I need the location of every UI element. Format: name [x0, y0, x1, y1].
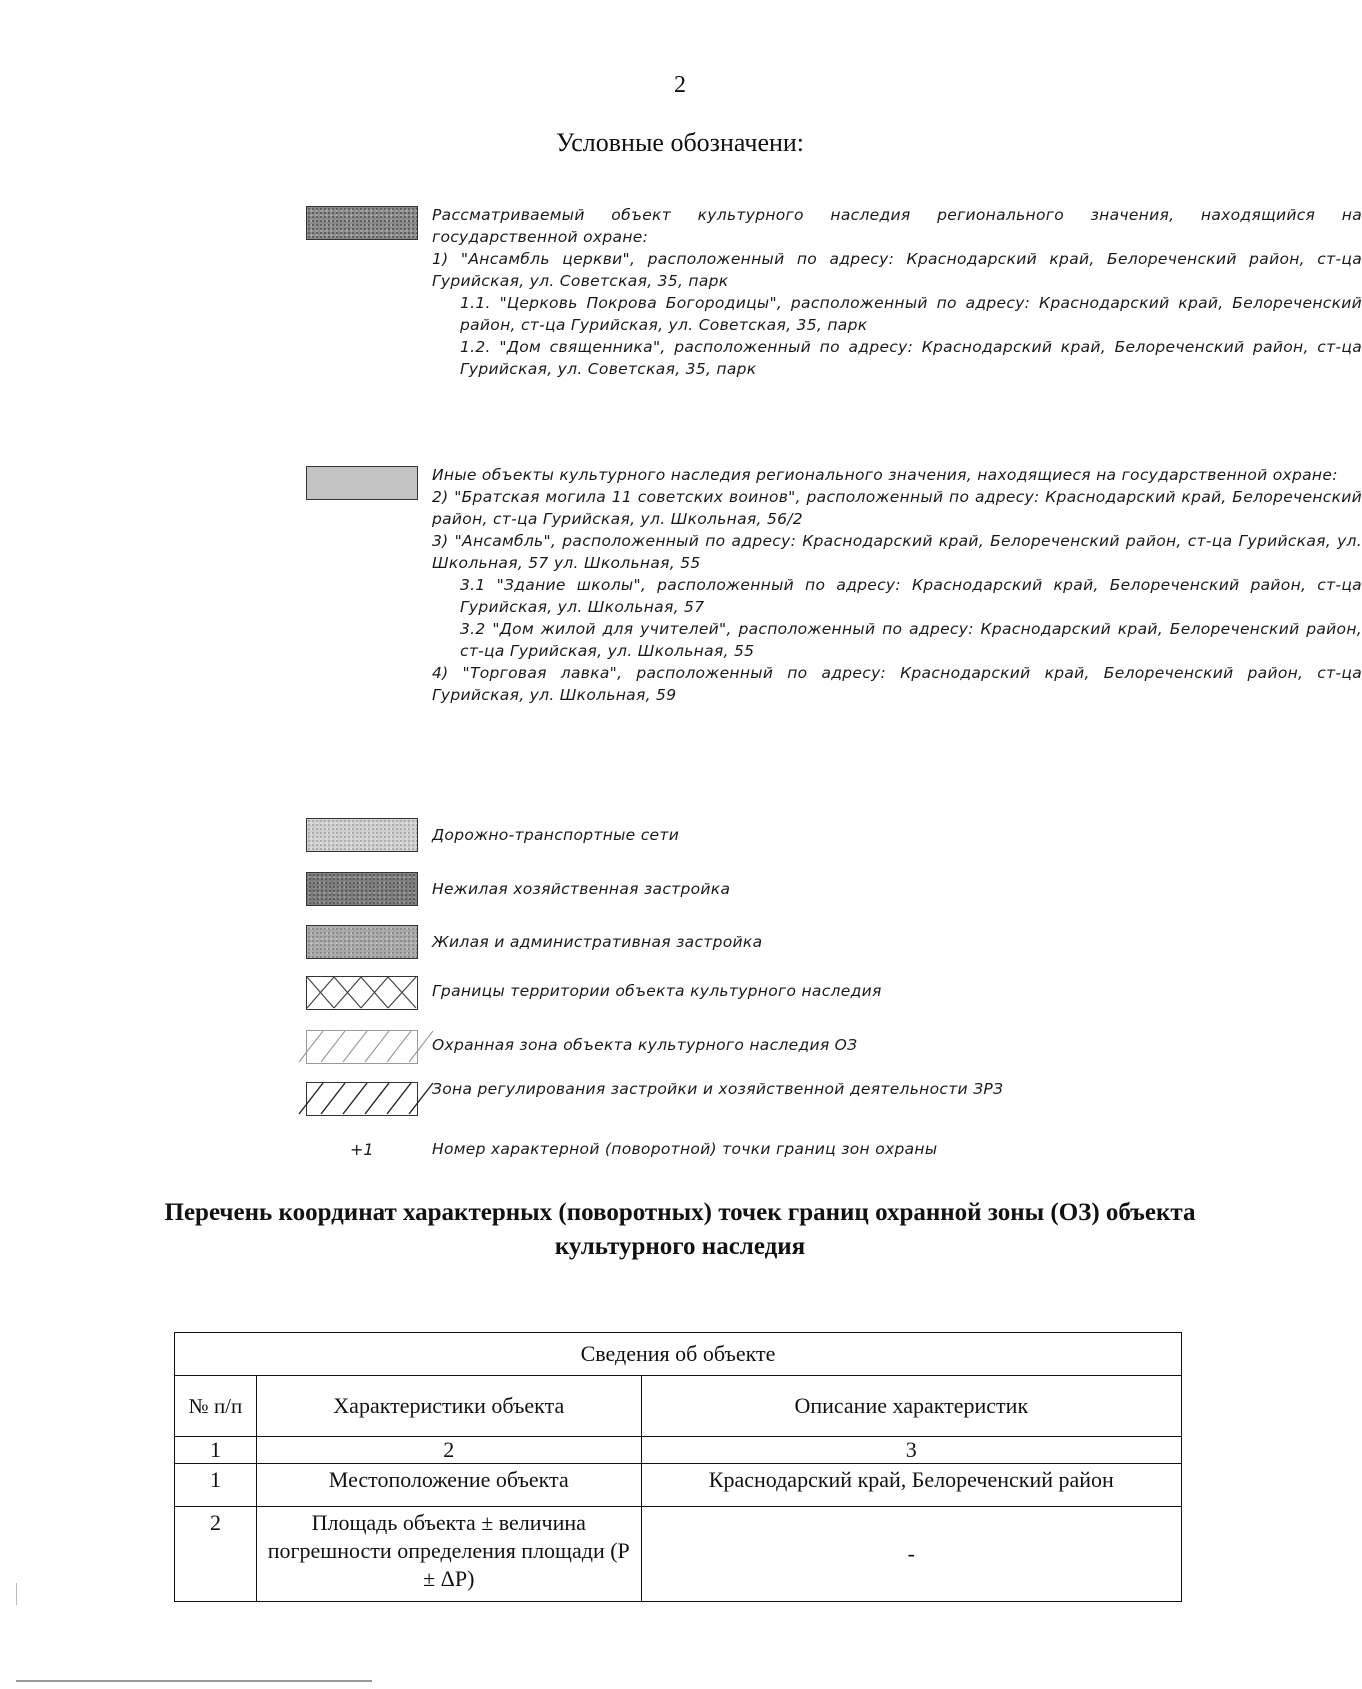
legend-text-roads: Дорожно-транспортные сети	[432, 826, 680, 844]
legend-swatch-regulation-zone	[306, 1082, 418, 1116]
table-header-cell: Описание характеристик	[641, 1376, 1181, 1437]
table-header-cell: Характеристики объекта	[256, 1376, 641, 1437]
list-title: Перечень координат характерных (поворотных) точек границ охранной зоны (ОЗ) объекта культурного наследия	[164, 1199, 1196, 1260]
object-info-table	[174, 1332, 1182, 1602]
legend-line: 3.2 "Дом жилой для учителей", расположенный по адресу: Краснодарский край, Белореченский район, ст-ца Гурийская, ул. Школьная, 55	[460, 620, 1362, 660]
legend-text-heritage-object	[432, 204, 1362, 380]
legend-line: 1.1. "Церковь Покрова Богородицы", расположенный по адресу: Краснодарский край, Белореченский район, ст-ца Гурийская, ул. Советская, 35, парк	[460, 294, 1362, 334]
legend-text-nonresidential: Нежилая хозяйственная застройка	[432, 880, 731, 898]
legend-text-turning-point: Номер характерной (поворотной) точки границ зон охраны	[432, 1140, 938, 1158]
scan-margin-mark	[16, 1583, 17, 1605]
legend-line: Рассматриваемый объект культурного наследия регионального значения, находящийся на государственной охране:	[432, 206, 1362, 246]
footnote-rule	[16, 1680, 372, 1682]
turning-point-marker: +1	[350, 1140, 374, 1159]
table-cell: 1	[175, 1464, 257, 1507]
table-cell: 2	[256, 1437, 641, 1464]
table-row	[175, 1507, 1182, 1602]
legend-line: Иные объекты культурного наследия регионального значения, находящиеся на государственной охране:	[432, 466, 1338, 484]
table-cell: -	[641, 1507, 1181, 1602]
table-header-cell: № п/п	[175, 1376, 257, 1437]
table-caption: Сведения об объекте	[175, 1333, 1182, 1376]
legend-line: 3.1 "Здание школы", расположенный по адресу: Краснодарский край, Белореченский район, ст-ца Гурийская, ул. Школьная, 57	[460, 576, 1362, 616]
legend-line: 1) "Ансамбль церкви", расположенный по адресу: Краснодарский край, Белореченский район, ст-ца Гурийская, ул. Советская, 35, парк	[432, 250, 1362, 290]
table-cell: 2	[175, 1507, 257, 1602]
legend-text-regulation-zone: Зона регулирования застройки и хозяйственной деятельности ЗРЗ	[432, 1080, 1004, 1098]
table-header-row	[175, 1376, 1182, 1437]
legend-line: 2) "Братская могила 11 советских воинов", расположенный по адресу: Краснодарский край, Белореченский район, ст-ца Гурийская, ул. Школьная, 56/2	[432, 488, 1362, 528]
table-cell: Краснодарский край, Белореченский район	[641, 1464, 1181, 1507]
table-colnumber-row	[175, 1437, 1182, 1464]
legend-text-other-heritage	[432, 464, 1362, 706]
legend-swatch-residential	[306, 925, 418, 959]
page-number: 2	[674, 72, 686, 98]
legend-line: 1.2. "Дом священника", расположенный по адресу: Краснодарский край, Белореченский район, ст-ца Гурийская, ул. Советская, 35, парк	[460, 338, 1362, 378]
legend-swatch-other-heritage	[306, 466, 418, 500]
legend-swatch-nonresidential	[306, 872, 418, 906]
legend-text-territory-boundary: Границы территории объекта культурного наследия	[432, 982, 882, 1000]
table-row	[175, 1464, 1182, 1507]
legend-line: 4) "Торговая лавка", расположенный по адресу: Краснодарский край, Белореченский район, ст-ца Гурийская, ул. Школьная, 59	[432, 664, 1362, 704]
legend-swatch-protection-zone	[306, 1030, 418, 1064]
legend-line: 3) "Ансамбль", расположенный по адресу: Краснодарский край, Белореченский район, ст-ца Гурийская, ул. Школьная, 57 ул. Школьная, 55	[432, 532, 1362, 572]
legend-swatch-roads	[306, 818, 418, 852]
table-caption-row	[175, 1333, 1182, 1376]
legend-text-protection-zone: Охранная зона объекта культурного наследия ОЗ	[432, 1036, 858, 1054]
table-cell: 3	[641, 1437, 1181, 1464]
legend-swatch-heritage-object	[306, 206, 418, 240]
table-cell: 1	[175, 1437, 257, 1464]
table-cell: Площадь объекта ± величина погрешности определения площади (P ± ΔP)	[256, 1507, 641, 1602]
table-cell: Местоположение объекта	[256, 1464, 641, 1507]
legend-swatch-territory-boundary	[306, 976, 418, 1010]
legend-title: Условные обозначени:	[555, 128, 805, 157]
legend-text-residential: Жилая и административная застройка	[432, 933, 763, 951]
